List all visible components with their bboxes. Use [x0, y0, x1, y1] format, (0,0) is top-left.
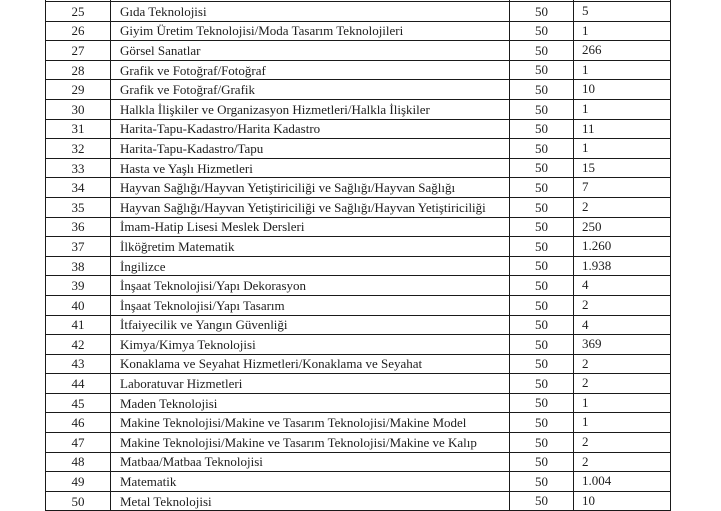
cell-quota: 50 [510, 197, 574, 217]
cell-quota: 50 [510, 295, 574, 315]
cell-quota: 50 [510, 119, 574, 139]
cell-quota: 50 [510, 217, 574, 237]
cell-row-number: 44 [46, 374, 111, 394]
table-row [46, 413, 671, 433]
cell-branch-name: Grafik ve Fotoğraf/Fotoğraf [111, 60, 510, 80]
cell-branch-name: Giyim Üretim Teknolojisi/Moda Tasarım Teknolojileri [111, 21, 510, 41]
cell-quota: 50 [510, 335, 574, 355]
cell-quota: 50 [510, 315, 574, 335]
cell-quota: 50 [510, 99, 574, 119]
cell-count: 7 [574, 178, 671, 198]
cell-branch-name: Halkla İlişkiler ve Organizasyon Hizmetleri/Halkla İlişkiler [111, 99, 510, 119]
cell-count: 1 [574, 139, 671, 159]
table-row [46, 295, 671, 315]
cell-branch-name: Kimya/Kimya Teknolojisi [111, 335, 510, 355]
cell-row-number: 33 [46, 158, 111, 178]
cell-quota: 50 [510, 413, 574, 433]
cell-row-number: 26 [46, 21, 111, 41]
cell-row-number: 31 [46, 119, 111, 139]
cell-branch-name: Laboratuvar Hizmetleri [111, 374, 510, 394]
cell-row-number: 36 [46, 217, 111, 237]
cell-count: 1.004 [574, 472, 671, 492]
cell-quota: 50 [510, 158, 574, 178]
cell-branch-name: Maden Teknolojisi [111, 393, 510, 413]
cell-branch-name: Harita-Tapu-Kadastro/Harita Kadastro [111, 119, 510, 139]
table-row [46, 237, 671, 257]
cell-count: 1 [574, 393, 671, 413]
table-row [46, 60, 671, 80]
cell-row-number: 38 [46, 256, 111, 276]
table-row [46, 433, 671, 453]
cell-row-number: 28 [46, 60, 111, 80]
cell-count: 4 [574, 315, 671, 335]
cell-branch-name: Makine Teknolojisi/Makine ve Tasarım Teknolojisi/Makine ve Kalıp [111, 433, 510, 453]
cell-row-number: 29 [46, 80, 111, 100]
cell-count: 266 [574, 41, 671, 61]
table-row [46, 139, 671, 159]
cell-count: 2 [574, 374, 671, 394]
cell-count: 369 [574, 335, 671, 355]
cell-branch-name: Harita-Tapu-Kadastro/Tapu [111, 139, 510, 159]
cell-quota: 50 [510, 433, 574, 453]
table-row [46, 335, 671, 355]
table-row [46, 315, 671, 335]
table-row [46, 21, 671, 41]
cell-branch-name: İngilizce [111, 256, 510, 276]
table-row [46, 2, 671, 22]
cell-quota: 50 [510, 256, 574, 276]
cell-count: 1 [574, 21, 671, 41]
cell-branch-name: Matbaa/Matbaa Teknolojisi [111, 452, 510, 472]
cell-quota: 50 [510, 237, 574, 257]
cell-quota: 50 [510, 472, 574, 492]
cell-quota: 50 [510, 354, 574, 374]
table-row [46, 256, 671, 276]
cell-branch-name: Grafik ve Fotoğraf/Grafik [111, 80, 510, 100]
cell-row-number: 43 [46, 354, 111, 374]
table-row [46, 119, 671, 139]
table-row [46, 374, 671, 394]
cell-count: 2 [574, 433, 671, 453]
cell-count: 1.938 [574, 256, 671, 276]
table-row [46, 354, 671, 374]
table-row [46, 197, 671, 217]
cell-branch-name: İnşaat Teknolojisi/Yapı Dekorasyon [111, 276, 510, 296]
cell-branch-name: İtfaiyecilik ve Yangın Güvenliği [111, 315, 510, 335]
cell-count: 10 [574, 80, 671, 100]
cell-count: 2 [574, 295, 671, 315]
cell-branch-name: Hayvan Sağlığı/Hayvan Yetiştiriciliği ve Sağlığı/Hayvan Sağlığı [111, 178, 510, 198]
cell-row-number: 30 [46, 99, 111, 119]
cell-row-number: 37 [46, 237, 111, 257]
table-row [46, 158, 671, 178]
cell-count: 15 [574, 158, 671, 178]
cell-count: 1 [574, 413, 671, 433]
cell-branch-name: İnşaat Teknolojisi/Yapı Tasarım [111, 295, 510, 315]
cell-branch-name: Hayvan Sağlığı/Hayvan Yetiştiriciliği ve Sağlığı/Hayvan Yetiştiriciliği [111, 197, 510, 217]
table-row [46, 41, 671, 61]
cell-count: 1 [574, 99, 671, 119]
cell-quota: 50 [510, 491, 574, 511]
cell-branch-name: İmam-Hatip Lisesi Meslek Dersleri [111, 217, 510, 237]
cell-row-number: 25 [46, 2, 111, 22]
cell-row-number: 50 [46, 491, 111, 511]
cell-count: 2 [574, 354, 671, 374]
table-row [46, 99, 671, 119]
cell-count: 2 [574, 197, 671, 217]
cell-count: 2 [574, 452, 671, 472]
cell-row-number: 35 [46, 197, 111, 217]
cell-quota: 50 [510, 139, 574, 159]
cell-quota: 50 [510, 393, 574, 413]
cell-quota: 50 [510, 80, 574, 100]
cell-count: 11 [574, 119, 671, 139]
cell-branch-name: Gıda Teknolojisi [111, 2, 510, 22]
cell-row-number: 34 [46, 178, 111, 198]
cell-branch-name: İlköğretim Matematik [111, 237, 510, 257]
cell-quota: 50 [510, 21, 574, 41]
table-row [46, 217, 671, 237]
cell-row-number: 49 [46, 472, 111, 492]
cell-branch-name: Metal Teknolojisi [111, 491, 510, 511]
cell-row-number: 39 [46, 276, 111, 296]
cell-quota: 50 [510, 41, 574, 61]
cell-row-number: 47 [46, 433, 111, 453]
cell-branch-name: Matematik [111, 472, 510, 492]
cell-quota: 50 [510, 452, 574, 472]
cell-row-number: 45 [46, 393, 111, 413]
cell-row-number: 32 [46, 139, 111, 159]
cell-count: 5 [574, 2, 671, 22]
cell-row-number: 46 [46, 413, 111, 433]
table-row [46, 452, 671, 472]
cell-row-number: 41 [46, 315, 111, 335]
cell-branch-name: Hasta ve Yaşlı Hizmetleri [111, 158, 510, 178]
table-row [46, 80, 671, 100]
cell-branch-name: Görsel Sanatlar [111, 41, 510, 61]
cell-quota: 50 [510, 2, 574, 22]
table-row [46, 393, 671, 413]
table-row [46, 491, 671, 511]
cell-row-number: 48 [46, 452, 111, 472]
cell-quota: 50 [510, 60, 574, 80]
cell-quota: 50 [510, 374, 574, 394]
cell-count: 250 [574, 217, 671, 237]
quota-table-body [46, 0, 671, 511]
quota-table [45, 0, 671, 511]
table-row [46, 178, 671, 198]
cell-count: 10 [574, 491, 671, 511]
cell-quota: 50 [510, 178, 574, 198]
table-row [46, 472, 671, 492]
cell-count: 4 [574, 276, 671, 296]
cell-branch-name: Konaklama ve Seyahat Hizmetleri/Konaklama ve Seyahat [111, 354, 510, 374]
cell-count: 1 [574, 60, 671, 80]
cell-count: 1.260 [574, 237, 671, 257]
cell-quota: 50 [510, 276, 574, 296]
cell-row-number: 27 [46, 41, 111, 61]
cell-row-number: 40 [46, 295, 111, 315]
table-row [46, 276, 671, 296]
document-page [45, 0, 673, 509]
cell-row-number: 42 [46, 335, 111, 355]
cell-branch-name: Makine Teknolojisi/Makine ve Tasarım Teknolojisi/Makine Model [111, 413, 510, 433]
